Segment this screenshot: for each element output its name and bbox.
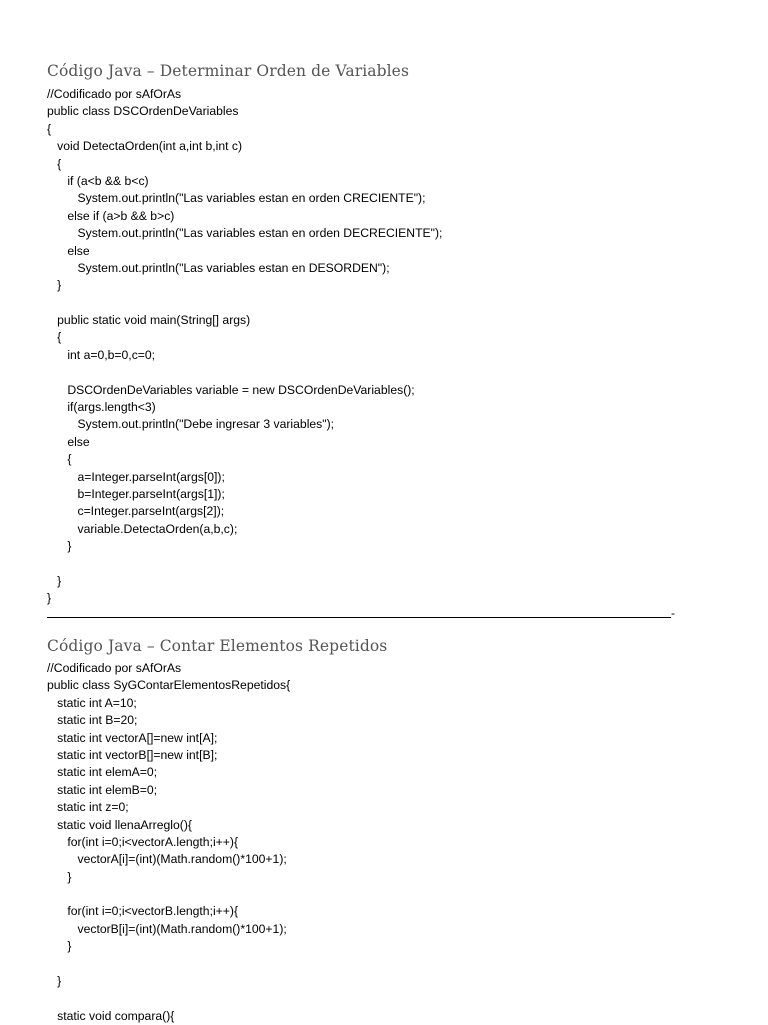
code-line: a=Integer.parseInt(args[0]); (47, 469, 225, 484)
code-line (47, 295, 442, 312)
code-line: else if (a>b && b>c) (47, 208, 175, 223)
section-title-determinar-orden: Código Java – Determinar Orden de Variables (47, 62, 410, 80)
code-line: System.out.println("Las variables estan en orden DECRECIENTE"); (47, 226, 443, 241)
code-line: { (47, 121, 52, 136)
code-line (47, 886, 290, 903)
section-title-contar-repetidos: Código Java – Contar Elementos Repetidos (47, 637, 388, 655)
code-line: if (a<b && b<c) (47, 173, 149, 188)
code-line: //Codificado por sAfOrAs (47, 87, 182, 101)
code-line: //Codificado por sAfOrAs (47, 661, 182, 675)
code-line: static int vectorB[]=new int[B]; (47, 747, 218, 762)
section-separator (47, 605, 675, 619)
separator-rule (47, 617, 671, 618)
code-line: else (47, 243, 90, 258)
code-line: for(int i=0;i<vectorA.length;i++){ (47, 834, 239, 849)
code-line: } (47, 573, 62, 588)
code-line: static int A=10; (47, 695, 137, 710)
code-line: public class SyGContarElementosRepetidos{ (47, 678, 291, 693)
code-line: } (47, 539, 72, 554)
code-line: { (47, 452, 72, 467)
code-line: { (47, 156, 62, 171)
code-line: static int B=20; (47, 713, 138, 728)
code-line: public static void main(String[] args) (47, 313, 251, 328)
code-block-contar-repetidos (47, 660, 290, 1025)
code-line: static int elemB=0; (47, 782, 158, 797)
code-line: static int z=0; (47, 800, 129, 815)
code-line: { (47, 330, 62, 345)
code-line: static void llenaArreglo(){ (47, 817, 192, 832)
code-line: static int vectorA[]=new int[A]; (47, 730, 218, 745)
code-line: vectorB[i]=(int)(Math.random()*100+1); (47, 921, 287, 936)
code-block-determinar-orden (47, 86, 442, 608)
code-line (47, 990, 290, 1007)
code-line: } (47, 939, 72, 954)
code-line: System.out.println("Las variables estan en DESORDEN"); (47, 260, 390, 275)
code-line: } (47, 974, 62, 989)
code-line: } (47, 591, 52, 606)
code-line: DSCOrdenDeVariables variable = new DSCOrdenDeVariables(); (47, 382, 415, 397)
code-line (47, 956, 290, 973)
code-line: vectorA[i]=(int)(Math.random()*100+1); (47, 852, 287, 867)
code-line (47, 364, 442, 381)
code-line: public class DSCOrdenDeVariables (47, 104, 239, 119)
code-line: System.out.println("Las variables estan en orden CRECIENTE"); (47, 191, 426, 206)
code-line: if(args.length<3) (47, 400, 156, 415)
code-line: static int elemA=0; (47, 765, 158, 780)
code-line (47, 556, 442, 573)
code-line: void DetectaOrden(int a,int b,int c) (47, 139, 243, 154)
code-line: } (47, 278, 62, 293)
code-line: for(int i=0;i<vectorB.length;i++){ (47, 904, 239, 919)
separator-dash: - (671, 606, 675, 620)
code-line: } (47, 869, 72, 884)
code-line: System.out.println("Debe ingresar 3 variables"); (47, 417, 335, 432)
code-line: int a=0,b=0,c=0; (47, 347, 156, 362)
code-line: variable.DetectaOrden(a,b,c); (47, 521, 238, 536)
code-line: else (47, 434, 90, 449)
code-line: b=Integer.parseInt(args[1]); (47, 486, 225, 501)
code-line: c=Integer.parseInt(args[2]); (47, 504, 225, 519)
code-line: static void compara(){ (47, 1008, 175, 1023)
